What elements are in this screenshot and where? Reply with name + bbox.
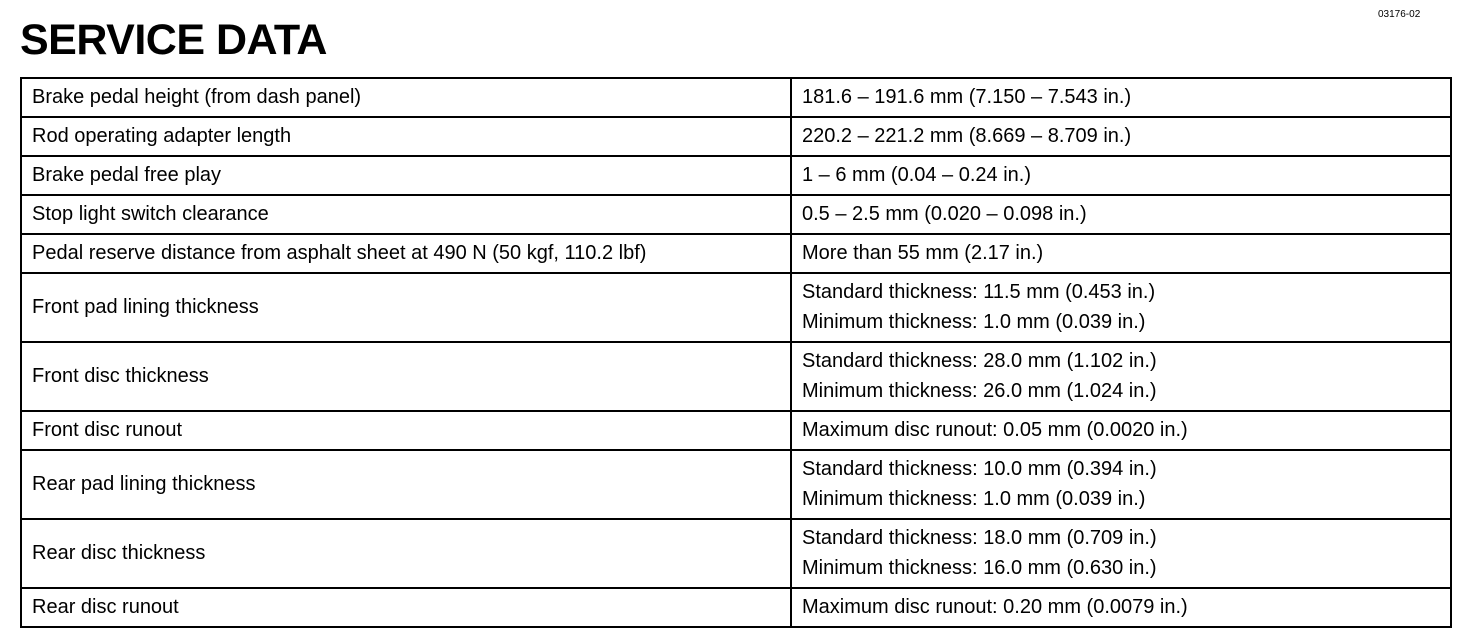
spec-item-cell: Pedal reserve distance from asphalt sheet at 490 N (50 kgf, 110.2 lbf) bbox=[21, 234, 791, 273]
table-row bbox=[21, 273, 1451, 342]
spec-value-cell bbox=[791, 195, 1451, 234]
spec-value-line: 220.2 – 221.2 mm (8.669 – 8.709 in.) bbox=[802, 125, 1132, 147]
spec-value-line: More than 55 mm (2.17 in.) bbox=[802, 242, 1044, 264]
table-row bbox=[21, 519, 1451, 588]
table-row bbox=[21, 342, 1451, 411]
spec-value-line: Maximum disc runout: 0.05 mm (0.0020 in.) bbox=[802, 419, 1188, 441]
spec-value-line: Maximum disc runout: 0.20 mm (0.0079 in.) bbox=[802, 596, 1188, 618]
document-code: 03176-02 bbox=[1378, 9, 1421, 20]
spec-value-line: Standard thickness: 11.5 mm (0.453 in.) bbox=[802, 281, 1156, 303]
spec-value-line: 181.6 – 191.6 mm (7.150 – 7.543 in.) bbox=[802, 86, 1132, 108]
table-row bbox=[21, 588, 1451, 627]
spec-value-cell bbox=[791, 156, 1451, 195]
table-row bbox=[21, 195, 1451, 234]
spec-value-line: 0.5 – 2.5 mm (0.020 – 0.098 in.) bbox=[802, 203, 1087, 225]
page-title: SERVICE DATA bbox=[20, 16, 327, 64]
spec-item-cell: Front disc thickness bbox=[21, 342, 791, 411]
table-row bbox=[21, 411, 1451, 450]
spec-item-cell: Rod operating adapter length bbox=[21, 117, 791, 156]
table-row bbox=[21, 156, 1451, 195]
table-row bbox=[21, 117, 1451, 156]
spec-value-line: Standard thickness: 10.0 mm (0.394 in.) bbox=[802, 458, 1157, 480]
spec-item-cell: Front pad lining thickness bbox=[21, 273, 791, 342]
spec-value-cell bbox=[791, 411, 1451, 450]
spec-item-cell: Front disc runout bbox=[21, 411, 791, 450]
spec-value-cell bbox=[791, 234, 1451, 273]
spec-value-line: Minimum thickness: 1.0 mm (0.039 in.) bbox=[802, 488, 1146, 510]
table-row bbox=[21, 78, 1451, 117]
spec-value-cell bbox=[791, 78, 1451, 117]
spec-value-line: Minimum thickness: 1.0 mm (0.039 in.) bbox=[802, 311, 1146, 333]
spec-item-cell: Brake pedal free play bbox=[21, 156, 791, 195]
spec-value-line: Standard thickness: 28.0 mm (1.102 in.) bbox=[802, 350, 1157, 372]
spec-value-line: 1 – 6 mm (0.04 – 0.24 in.) bbox=[802, 164, 1032, 186]
spec-item-cell: Stop light switch clearance bbox=[21, 195, 791, 234]
spec-value-cell bbox=[791, 273, 1451, 342]
spec-value-line: Standard thickness: 18.0 mm (0.709 in.) bbox=[802, 527, 1157, 549]
table-row bbox=[21, 234, 1451, 273]
spec-value-line: Minimum thickness: 26.0 mm (1.024 in.) bbox=[802, 380, 1157, 402]
service-data-table bbox=[20, 77, 1452, 628]
table-row bbox=[21, 450, 1451, 519]
spec-item-cell: Rear disc runout bbox=[21, 588, 791, 627]
service-data-body bbox=[21, 78, 1451, 627]
spec-value-cell bbox=[791, 117, 1451, 156]
spec-value-cell bbox=[791, 450, 1451, 519]
spec-value-cell bbox=[791, 588, 1451, 627]
spec-value-cell bbox=[791, 519, 1451, 588]
spec-item-cell: Brake pedal height (from dash panel) bbox=[21, 78, 791, 117]
spec-value-cell bbox=[791, 342, 1451, 411]
spec-item-cell: Rear pad lining thickness bbox=[21, 450, 791, 519]
spec-item-cell: Rear disc thickness bbox=[21, 519, 791, 588]
spec-value-line: Minimum thickness: 16.0 mm (0.630 in.) bbox=[802, 557, 1157, 579]
